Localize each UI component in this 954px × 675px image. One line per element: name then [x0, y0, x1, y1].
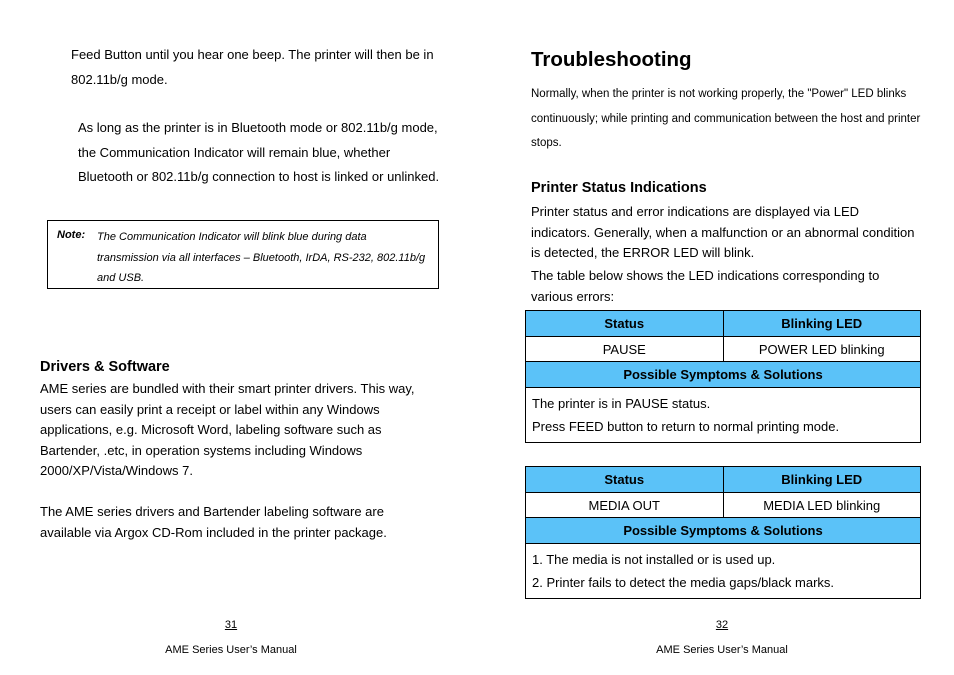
drivers-paragraph-1: AME series are bundled with their smart printer drivers. This way, users can easily print a receipt or label within any Windows applications, e.g. Microsoft Word, labeling software such as Bartender, .etc, in operation systems including Windows 2000/XP/Vista/Windows 7. [40, 381, 415, 478]
status-value: PAUSE [526, 337, 724, 362]
bluetooth-paragraph: As long as the printer is in Bluetooth mode or 802.11b/g mode, the Communication Indicator will remain blue, whether Bluetooth or 802.11b/g connection to host is linked or unlinked. [78, 120, 440, 184]
status-indications-paragraph-2: The table below shows the LED indications corresponding to various errors: [531, 268, 880, 304]
note-text: The Communication Indicator will blink blue during data transmission via all interfaces – Bluetooth, IrDA, RS-232, 802.11b/g and USB. [97, 231, 426, 284]
solutions-cell [526, 388, 921, 443]
drivers-paragraph-2: The AME series drivers and Bartender labeling software are available via Argox CD-Rom included in the printer package. [40, 504, 387, 540]
page-title: Troubleshooting [531, 48, 692, 71]
footer-left: AME Series User’s Manual [165, 644, 297, 656]
led-table-pause [525, 310, 921, 443]
table-row [526, 493, 921, 518]
status-header: Status [526, 467, 724, 493]
page-number-left: 31 [224, 619, 238, 631]
note-box [47, 220, 439, 289]
table-header-row [526, 518, 921, 544]
solutions-header: Possible Symptoms & Solutions [526, 362, 921, 388]
solutions-cell [526, 544, 921, 599]
solution-line: Press FEED button to return to normal printing mode. [532, 419, 840, 434]
page-number-right: 32 [715, 619, 729, 631]
status-header: Status [526, 311, 724, 337]
solutions-header: Possible Symptoms & Solutions [526, 518, 921, 544]
solution-line: 1. The media is not installed or is used up. [532, 552, 776, 567]
blinking-led-value: POWER LED blinking [723, 337, 921, 362]
status-value: MEDIA OUT [526, 493, 724, 518]
table-row [526, 388, 921, 443]
solution-line: 2. Printer fails to detect the media gaps/black marks. [532, 575, 835, 590]
table-row [526, 337, 921, 362]
status-indications-heading: Printer Status Indications [531, 180, 707, 196]
blinking-led-header: Blinking LED [723, 311, 921, 337]
footer-right: AME Series User’s Manual [656, 644, 788, 656]
note-label: Note: [57, 229, 86, 241]
table-row [526, 544, 921, 599]
troubleshooting-intro: Normally, when the printer is not working properly, the "Power" LED blinks continuously; while printing and communication between the host and printer stops. [531, 88, 921, 149]
status-indications-paragraph-1: Printer status and error indications are displayed via LED indicators. Generally, when a malfunction or an abnormal condition is detected, the ERROR LED will blink. [531, 204, 915, 260]
blinking-led-header: Blinking LED [723, 467, 921, 493]
table-header-row [526, 362, 921, 388]
table-header-row [526, 311, 921, 337]
drivers-heading: Drivers & Software [40, 359, 170, 375]
solution-line: The printer is in PAUSE status. [532, 396, 711, 411]
led-table-media-out [525, 466, 921, 599]
intro-text: Feed Button until you hear one beep. The printer will then be in 802.11b/g mode. [71, 47, 434, 87]
table-header-row [526, 467, 921, 493]
blinking-led-value: MEDIA LED blinking [723, 493, 921, 518]
